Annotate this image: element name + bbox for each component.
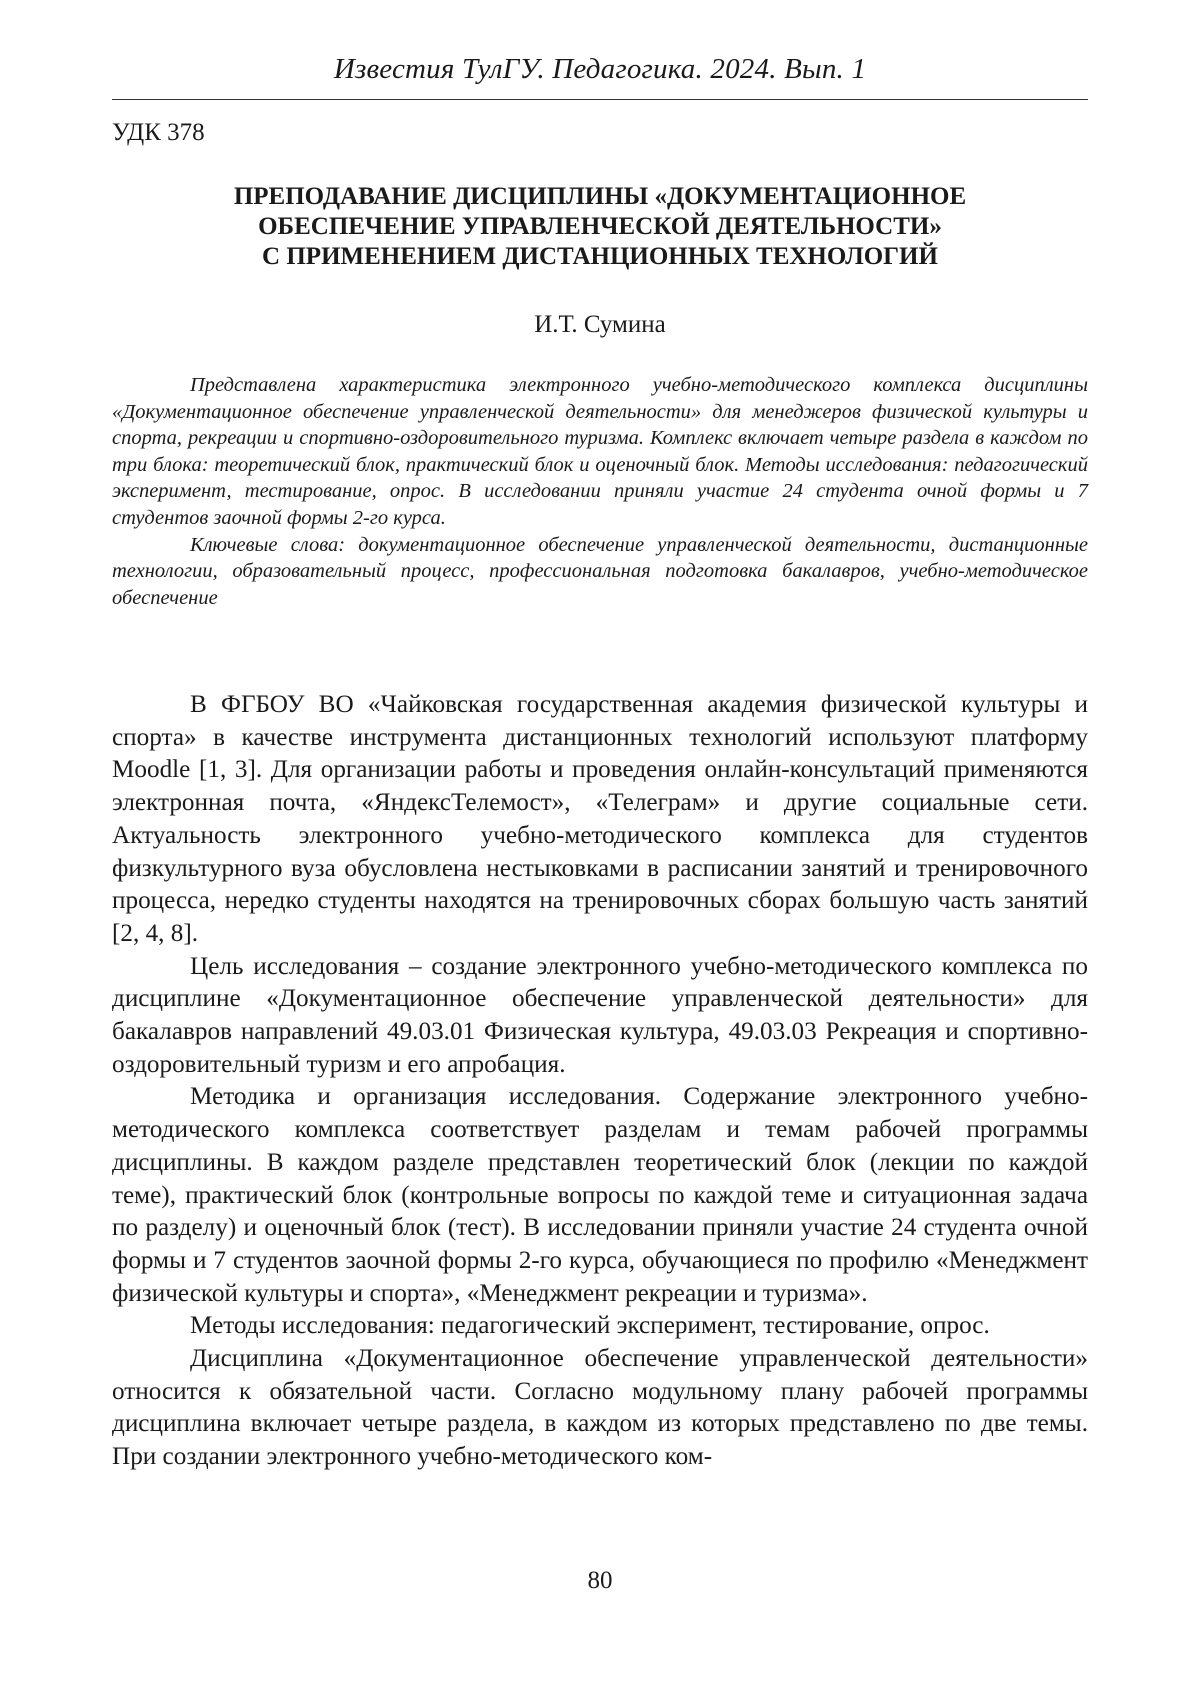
body-paragraph: Методы исследования: педагогический эксперимент, тестирование, опрос. <box>190 1312 990 1340</box>
title-line: С ПРИМЕНЕНИЕМ ДИСТАНЦИОННЫХ ТЕХНОЛОГИЙ <box>262 243 938 270</box>
title-line: ПРЕПОДАВАНИЕ ДИСЦИПЛИНЫ «ДОКУМЕНТАЦИОННОЕ <box>233 183 967 210</box>
running-header: Известия ТулГУ. Педагогика. 2024. Вып. 1 <box>333 53 867 85</box>
abstract-text: Представлена характеристика электронного учебно-методического комплекса дисциплины «Документационное обеспечение управленческой деятельности» для менеджеров физической культуры и спорта, рекреации и спортивно-оздоровительного туризма. Комплекс включает четыре раздела в каждом по три блока: теоретический блок, практический блок и оценочный блок. Методы исследования: педагогический эксперимент, тестирование, опрос. В исследовании приняли участие 24 студента очной формы и 7 студентов заочной формы 2-го курса. <box>112 374 1088 529</box>
article-body <box>112 689 1088 1474</box>
body-paragraph: В ФГБОУ ВО «Чайковская государственная академия физической культуры и спорта» в качестве инструмента дистанционных технологий используют платформу Moodle [1, 3]. Для организации работы и проведения онлайн-консультаций применяются электронная почта, «ЯндексТелемост», «Телеграм» и другие социальные сети. Актуальность электронного учебно-методического комплекса для студентов физкультурного вуза обусловлена нестыковками в расписании занятий и тренировочного процесса, нередко студенты находятся на тренировочных сборах большую часть занятий [2, 4, 8]. <box>112 691 1088 947</box>
article-title <box>112 182 1088 272</box>
page-number: 80 <box>587 1567 613 1594</box>
title-line: ОБЕСПЕЧЕНИЕ УПРАВЛЕНЧЕСКОЙ ДЕЯТЕЛЬНОСТИ» <box>258 213 942 240</box>
header-rule <box>112 99 1088 100</box>
body-paragraph: Цель исследования – создание электронного учебно-методического комплекса по дисциплине «Документационное обеспечение управленческой деятельности» для бакалавров направлений 49.03.01 Физическая культура, 49.03.03 Рекреация и спортивно-оздоровительный туризм и его апробация. <box>112 952 1088 1078</box>
body-paragraph: Дисциплина «Документационное обеспечение управленческой деятельности» относится к обязательной части. Согласно модульному плану рабочей программы дисциплина включает четыре раздела, в каждом из которых представлено по две темы. При создании электронного учебно-методического ком- <box>112 1345 1088 1471</box>
abstract-block <box>112 372 1088 611</box>
keywords-text: Ключевые слова: документационное обеспечение управленческой деятельности, дистанционные технологии, образовательный процесс, профессиональная подготовка бакалавров, учебно-методическое обеспечение <box>112 533 1088 609</box>
udc-code: УДК 378 <box>112 119 205 146</box>
body-paragraph: Методика и организация исследования. Содержание электронного учебно-методического комплекса соответствует разделам и темам рабочей программы дисциплины. В каждом разделе представлен теоретический блок (лекции по каждой теме), практический блок (контрольные вопросы по каждой теме и ситуационная задача по разделу) и оценочный блок (тест). В исследовании приняли участие 24 студента очной формы и 7 студентов заочной формы 2-го курса, обучающиеся по профилю «Менеджмент физической культуры и спорта», «Менеджмент рекреации и туризма». <box>112 1083 1088 1307</box>
author-name: И.Т. Сумина <box>534 311 666 338</box>
